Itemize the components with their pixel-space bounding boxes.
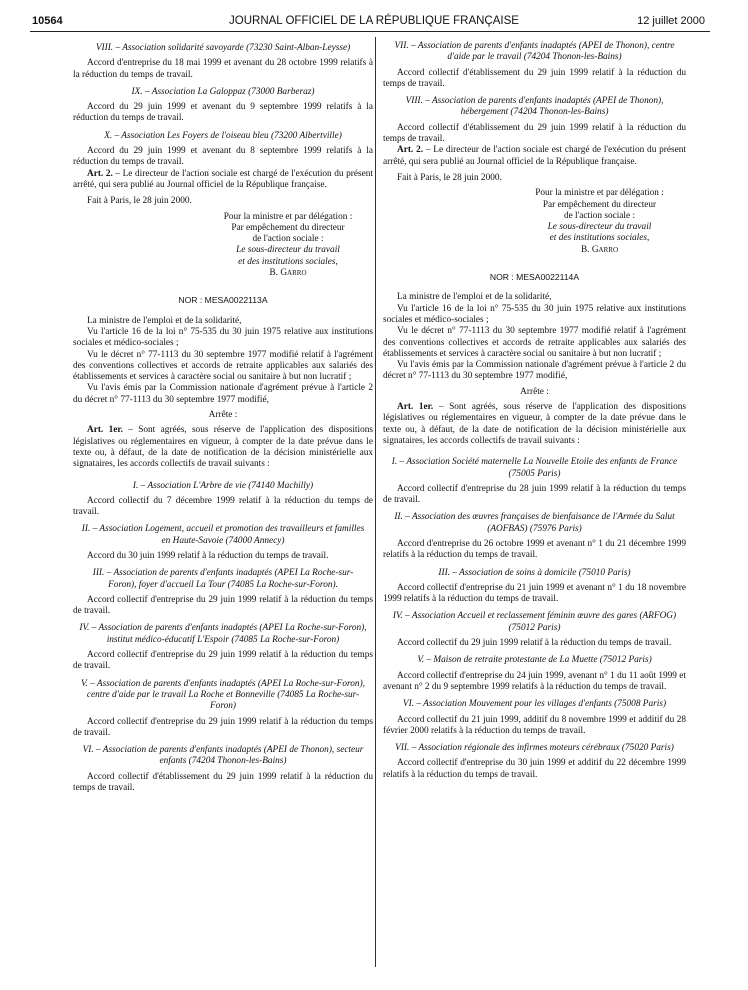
- section-title: III. – Association de parents d'enfants inadaptés (APEI La Roche-sur-Foron), foyer d'accueil La Tour (74085 La Roche-sur-Foron).: [92, 568, 354, 590]
- article-2: [73, 169, 373, 192]
- nor-reference: NOR : MESA0022114A: [489, 272, 580, 283]
- preamble-line: Vu l'article 16 de la loi n° 75-535 du 30 juin 1975 relative aux institutions sociales et médico-sociales ;: [73, 326, 373, 349]
- signed-place-date: Fait à Paris, le 28 juin 2000.: [397, 172, 502, 183]
- right-column: [383, 41, 686, 781]
- preamble-line: Vu le décret n° 77-1113 du 30 septembre 1977 modifié relatif à l'agrément des conventions collectives et accords de retraite applicables aux salariés des établissements et services à caractère social ou sanitaire à but non lucratif ;: [383, 326, 686, 359]
- header-rule: [30, 31, 710, 32]
- article-label: Art. 1er.: [87, 425, 123, 436]
- left-column: [73, 43, 373, 794]
- issue-date: 12 juillet 2000: [637, 15, 705, 27]
- signature-line: Par empêchement du directeur: [231, 222, 345, 233]
- section-text: Accord collectif d'entreprise du 28 juin 1999 relatif à la réduction du temps de travail.: [383, 483, 686, 506]
- signature-line: Le sous-directeur du travail: [547, 222, 652, 233]
- section-title: I. – Association Société maternelle La Nouvelle Etoile des enfants de France (75005 Paris): [391, 457, 678, 479]
- page-number: 10564: [32, 15, 63, 27]
- section-text: Accord collectif d'entreprise du 29 juin 1999 relatif à la réduction du temps de travail.: [73, 716, 373, 738]
- section-title: V. – Maison de retraite protestante de La Muette (75012 Paris): [417, 655, 652, 666]
- article-text: – Sont agréés, sous réserve de l'application des dispositions législatives ou réglementaires en vigueur, à compter de la date prévue dans le texte ou, à défaut, de la date de notification de la décision ministérielle aux signataires, les accords collectifs de travail suivants :: [73, 425, 373, 470]
- article-text: – Le directeur de l'action sociale est chargé de l'exécution du présent arrêté, qui sera publié au Journal officiel de la République française.: [73, 168, 373, 190]
- signature-line: Pour la ministre et par délégation :: [535, 188, 664, 199]
- article-label: Art. 1er.: [397, 402, 434, 413]
- section-text: Accord collectif d'entreprise du 24 juin 1999, avenant n° 1 du 11 août 1999 et avenant n° 2 du 9 septembre 1999 relatifs à la réduction du temps de travail.: [383, 670, 686, 692]
- preamble-line: Vu l'avis émis par la Commission nationale d'agrément prévue à l'article 2 du décret n° 77-1113 du 30 septembre 1977 modifié,: [383, 360, 686, 382]
- section-text: Accord collectif d'entreprise du 29 juin 1999 relatif à la réduction du temps de travail.: [73, 594, 373, 617]
- section-text: Accord du 29 juin 1999 et avenant du 9 septembre 1999 relatifs à la réduction du temps de travail.: [73, 102, 373, 124]
- article-1: [383, 402, 686, 447]
- arrete-heading: Arrête :: [520, 386, 549, 397]
- section-text: Accord collectif du 7 décembre 1999 relatif à la réduction du temps de travail.: [73, 495, 373, 518]
- arrete-heading: Arrête :: [208, 410, 238, 421]
- section-text: Accord d'entreprise du 18 mai 1999 et avenant du 28 octobre 1999 relatifs à la réduction du temps de travail.: [73, 58, 373, 80]
- signature-line: Pour la ministre et par délégation :: [223, 211, 353, 222]
- section-text: Accord collectif d'entreprise du 21 juin 1999 et avenant n° 1 du 18 novembre 1999 relatifs à la réduction du temps de travail.: [383, 582, 686, 605]
- nor-reference: NOR : MESA0022113A: [178, 295, 268, 306]
- section-text: Accord du 29 juin 1999 et avenant du 8 septembre 1999 relatifs à la réduction du temps de travail.: [73, 146, 373, 168]
- preamble-line: Vu le décret n° 77-1113 du 30 septembre 1977 modifié relatif à l'agrément des conventions collectives et accords de retraite applicables aux salariés des établissements et services à caractère social ou sanitaire à but non lucratif ;: [73, 349, 373, 383]
- preamble-line: Vu l'article 16 de la loi n° 75-535 du 30 juin 1975 relative aux institutions sociales et médico-sociales ;: [383, 303, 686, 325]
- signatory-name: B. Garro: [580, 244, 618, 255]
- article-label: Art. 2.: [87, 168, 113, 179]
- signature-line: et des institutions sociales,: [549, 233, 650, 244]
- section-text: Accord d'entreprise du 26 octobre 1999 et avenant n° 1 du 21 décembre 1999 relatifs à la réduction du temps de travail.: [383, 538, 686, 561]
- section-text: Accord collectif du 29 juin 1999 relatif à la réduction du temps de travail.: [397, 638, 672, 649]
- signed-place-date: Fait à Paris, le 28 juin 2000.: [87, 196, 192, 207]
- article-text: – Sont agréés, sous réserve de l'application des dispositions législatives ou réglementaires en vigueur, à compter de la date prévue dans le texte ou, à défaut, de la date de notification de la décision ministérielle aux signataires, les accords collectifs de travail suivants :: [383, 402, 686, 446]
- section-title: I. – Association L'Arbre de vie (74140 Machilly): [132, 480, 314, 491]
- signature-block: [513, 188, 686, 256]
- preamble-line: La ministre de l'emploi et de la solidarité,: [397, 292, 552, 303]
- section-title: X. – Association Les Foyers de l'oiseau bleu (73200 Albertville): [104, 130, 342, 141]
- signature-line: Le sous-directeur du travail: [236, 245, 340, 256]
- section-title: II. – Association des œuvres françaises de bienfaisance de l'Armée du Salut (AOFBAS) (75976 Paris): [394, 512, 675, 534]
- section-title: VIII. – Association de parents d'enfants inadaptés (APEI de Thonon), hébergement (74204 Thonon-les-Bains): [405, 96, 664, 118]
- article-1: [73, 425, 373, 470]
- article-text: – Le directeur de l'action sociale est chargé de l'exécution du présent arrêté, qui sera publié au Journal officiel de la République française.: [383, 145, 687, 167]
- section-title: IV. – Association Accueil et reclassement féminin œuvre des gares (ARFOG) (75012 Paris): [392, 611, 677, 633]
- section-text: Accord collectif d'établissement du 29 juin 1999 relatif à la réduction du temps de travail.: [383, 67, 686, 89]
- section-title: IX. – Association La Galoppaz (73000 Barberaz): [131, 86, 315, 97]
- section-text: Accord collectif du 21 juin 1999, additif du 8 novembre 1999 et additif du 28 février 2000 relatifs à la réduction du temps de travail.: [383, 714, 686, 736]
- preamble-line: La ministre de l'emploi et de la solidarité,: [87, 315, 242, 326]
- section-text: Accord collectif d'établissement du 29 juin 1999 relatif à la réduction du temps de travail.: [383, 122, 686, 145]
- signature-line: et des institutions sociales,: [238, 256, 338, 267]
- signature-line: de l'action sociale :: [563, 210, 636, 221]
- section-title: VI. – Association de parents d'enfants inadaptés (APEI de Thonon), secteur enfants (74204 Thonon-les-Bains): [82, 745, 364, 767]
- section-text: Accord collectif d'établissement du 29 juin 1999 relatif à la réduction du temps de travail.: [73, 771, 373, 794]
- section-title: III. – Association de soins à domicile (75010 Paris): [438, 567, 631, 578]
- section-text: Accord collectif d'entreprise du 30 juin 1999 et additif du 22 décembre 1999 relatifs à la réduction du temps de travail.: [383, 758, 686, 780]
- article-label: Art. 2.: [397, 145, 424, 156]
- journal-title: JOURNAL OFFICIEL DE LA RÉPUBLIQUE FRANÇAISE: [229, 15, 519, 27]
- article-2: [383, 145, 686, 168]
- section-title: II. – Association Logement, accueil et promotion des travailleurs et familles en Haute-Savoie (74000 Annecy): [81, 524, 365, 546]
- signature-line: de l'action sociale :: [252, 234, 324, 245]
- signature-block: [203, 212, 373, 280]
- section-title: IV. – Association de parents d'enfants inadaptés (APEI La Roche-sur-Foron), institut médico-éducatif L'Espoir (74085 La Roche-sur-Foron): [79, 623, 367, 645]
- section-title: V. – Association de parents d'enfants inadaptés (APEI La Roche-sur-Foron), centre d'aide par le travail La Roche et Bonneville (74085 La Roche-sur-Foron): [80, 678, 366, 712]
- column-divider: [375, 37, 376, 967]
- preamble-line: Vu l'avis émis par la Commission nationale d'agrément prévue à l'article 2 du décret n° 77-1113 du 30 septembre 1977 modifié,: [73, 383, 373, 405]
- section-text: Accord collectif d'entreprise du 29 juin 1999 relatif à la réduction du temps de travail.: [73, 650, 373, 672]
- signature-line: Par empêchement du directeur: [542, 199, 657, 210]
- section-title: VII. – Association de parents d'enfants inadaptés (APEI de Thonon), centre d'aide par le travail (74204 Thonon-les-Bains): [394, 41, 675, 63]
- signatory-name: B. Garro: [269, 268, 307, 279]
- section-title: VI. – Association Mouvement pour les villages d'enfants (75008 Paris): [402, 699, 667, 710]
- section-text: Accord du 30 juin 1999 relatif à la réduction du temps de travail.: [87, 550, 329, 561]
- section-title: VIII. – Association solidarité savoyarde (73230 Saint-Alban-Leysse): [95, 43, 351, 53]
- section-title: VII. – Association régionale des infirmes moteurs cérébraux (75020 Paris): [395, 743, 674, 754]
